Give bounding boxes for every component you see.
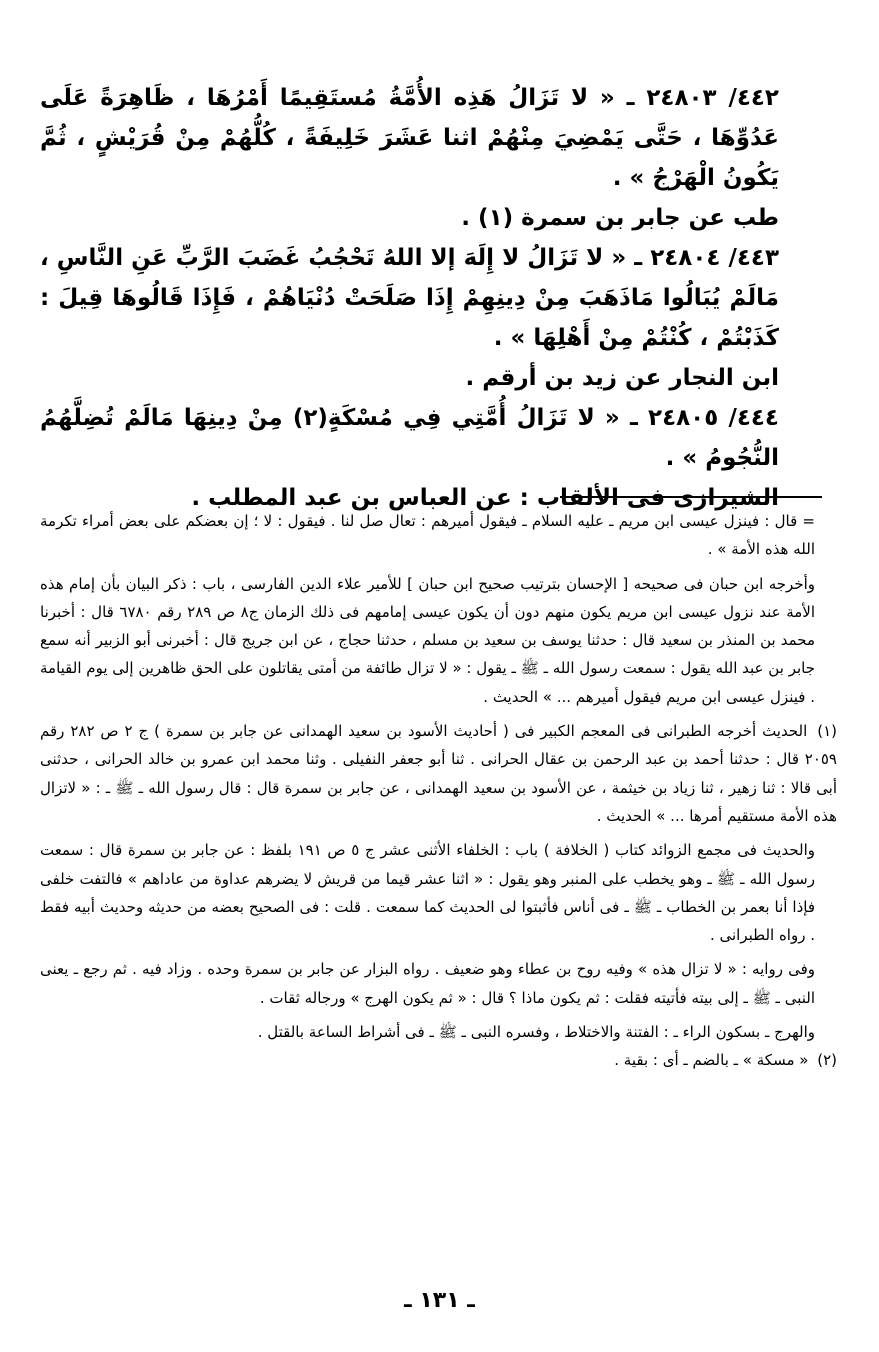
footnote-paragraph: والحديث فى مجمع الزوائد كتاب ( الخلافة ) باب : الخلفاء الأثنى عشر ج ٥ ص ١٩١ بلفظ : عن جابر بن سمرة قال : سمعت رسول الله ـ ﷺ ـ وهو يخطب على المنبر وهو يقول : « اثنا عشر قيما من قريش لا يضرهم عداوة من عاداهم » فالتفت خلفى فإذا أنا بعمر بن الخطاب ـ ﷺ ـ فى أناس فأثبتوا لى الحديث كما سمعت . قلت : فى الصحيح بعضه من حديثه وحديث أبيه فقط . رواه الطبرانى . (40, 841, 816, 945)
footnote-2 (40, 1046, 837, 1074)
hadith-number: ٤٤٢/ ٢٤٨٠٣ ـ (626, 85, 779, 111)
hadith-list (40, 78, 779, 518)
footnote-paragraph: وفى روايه : « لا تزال هذه » وفيه روح بن عطاء وهو ضعيف . رواه البزار عن جابر بن سمرة وحده . وزاد فيه . ثم رجع ـ يعنى النبى ـ ﷺ ـ إلى بيته فأتيته فقلت : ثم يكون ماذا ؟ قال : « ثم يكون الهرج » ورجاله ثقات . (40, 960, 815, 1007)
hadith-text: « لا تَزَالُ لا إِلَهَ إلا اللهُ تَحْجُبُ غَضَبَ الرَّبِّ عَنِ النَّاسِ ، مَالَمْ يُبَالُوا مَاذَهَبَ مِنْ دِينِهِمْ إِذَا صَلَحَتْ دُنْيَاهُمْ ، فَإِذَا قَالُوهَا قِيلَ : كَذَبْتُمْ ، كُنْتُمْ مِنْ أَهْلِهَا » . (40, 245, 779, 351)
footnote-text: الحديث أخرجه الطبرانى فى المعجم الكبير فى ( أحاديث الأسود بن سعيد الهمدانى عن جابر بن سمرة ) ج ٢ ص ٢٨٢ رقم ٢٠٥٩ قال : حدثنا أحمد بن عبد الرحمن بن عقال الحرانى . ثنا أبو جعفر النفيلى . وثنا محمد ابن عمرو بن خالد الحرانى ، حدثنى أبى قالا : ثنا زهير ، ثنا زياد بن خيثمة ، عن الأسود بن سعيد الهمدانى ، عن جابر بن سمرة قال : قال رسول الله ـ ﷺ ـ : « لاتزال هذه الأمة مستقيم أمرها ... » الحديث . (40, 722, 837, 825)
hadith-source: طب عن جابر بن سمرة (١) . (461, 205, 779, 231)
hadith-number: ٤٤٤/ ٢٤٨٠٥ ـ (629, 405, 779, 431)
footnote-divider (560, 496, 822, 498)
footnotes (40, 507, 837, 1075)
footnote-marker: (٢) (817, 1051, 837, 1070)
footnote-1 (40, 717, 837, 830)
footnote-paragraph: والهرج ـ بسكون الراء ـ : الفتنة والاختلاط ، وفسره النبى ـ ﷺ ـ فى أشراط الساعة بالقتل . (257, 1023, 815, 1042)
hadith-source: ابن النجار عن زيد بن أرقم . (465, 365, 779, 391)
hadith-entry (40, 398, 779, 478)
footnote-continuation: = قال : فينزل عيسى ابن مريم ـ عليه السلام ـ فيقول أميرهم : تعال صل لنا . فيقول : لا ؛ إن بعضكم على بعض أمراء تكرمة الله هذه الأمة » . (40, 512, 815, 559)
hadith-text: « لا تَزَالُ أُمَّتِي فِي مُسْكَةٍ(٢) مِنْ دِينِهَا مَالَمْ تُضِلَّهُمُ النُّجُومُ » . (40, 405, 779, 471)
hadith-text: « لا تَزَالُ هَذِه الأُمَّةُ مُستَقِيمًا أَمْرُهَا ، ظَاهِرَةً عَلَى عَدُوِّهَا ، حَتَّى يَمْضِيَ مِنْهُمْ اثنا عَشَرَ خَلِيفَةً ، كُلُّهُمْ مِنْ قُرَيْشٍ ، ثُمَّ يَكُونُ الْهَرْجُ » . (40, 85, 779, 191)
page-number: ـ ١٣١ ـ (404, 1288, 475, 1313)
footnote-marker: (١) (817, 722, 837, 741)
hadith-source: الشيرازى فى الألقاب : عن العباس بن عبد المطلب . (191, 485, 779, 511)
footnote-continuation: وأخرجه ابن حبان فى صحيحه [ الإحسان بترتيب صحيح ابن حبان ] للأمير علاء الدين الفارسى ، باب : ذكر البيان بأن إمام هذه الأمة عند نزول عيسى ابن مريم يكون منهم دون أن يكون عيسى إمامهم فى ذلك الزمان ج٨ ص ٢٨٩ رقم ٦٧٨٠ قال : أخبرنا محمد بن المنذر بن سعيد قال : حدثنا يوسف بن سعيد بن مسلم ، حدثنا حجاج ، عن ابن جريج قال : أخبرنى أبو الزبير أنه سمع جابر بن عبد الله يقول : سمعت رسول الله ـ ﷺ ـ يقول : « لا تزال طائفة من أمتى يقاتلون على الحق ظاهرين إلى يوم القيامة . فينزل عيسى ابن مريم فيقول أميرهم ... » الحديث . (40, 574, 815, 706)
hadith-entry (40, 238, 779, 358)
hadith-entry (40, 78, 779, 198)
footnote-text: « مسكة » ـ بالضم ـ أى : بقية . (614, 1051, 809, 1070)
hadith-number: ٤٤٣/ ٢٤٨٠٤ ـ (634, 245, 779, 271)
